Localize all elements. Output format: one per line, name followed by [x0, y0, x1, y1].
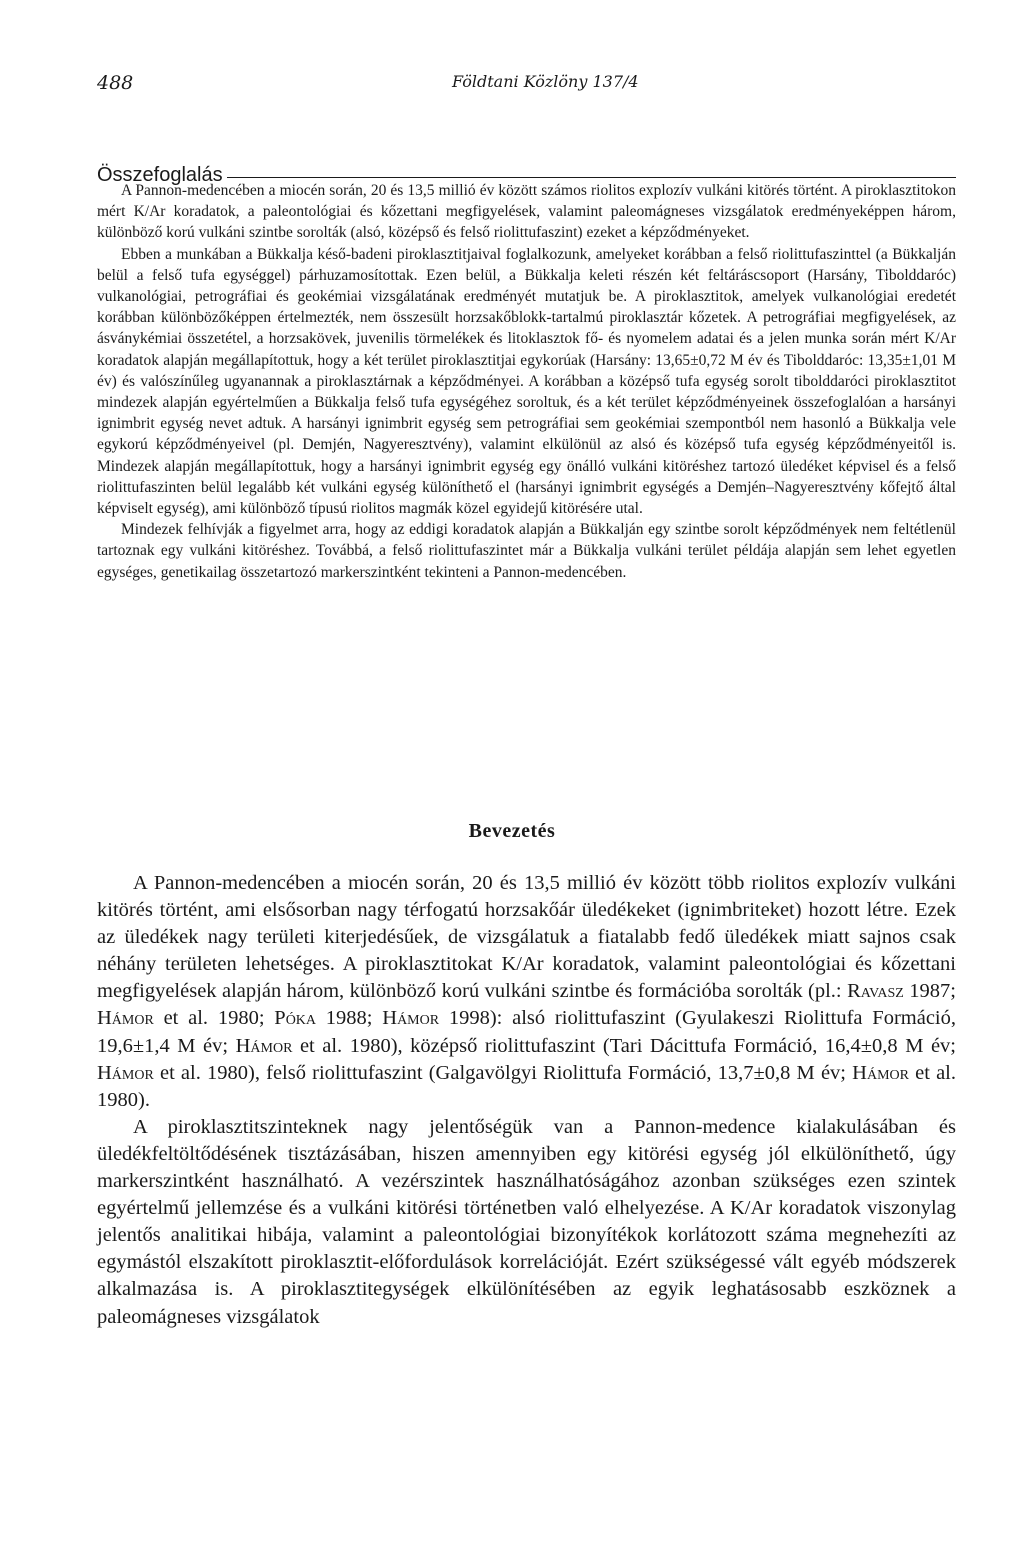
intro-paragraph: [97, 870, 956, 1114]
intro-text: A Pannon-medencében a miocén során, 20 és 13,5 millió év között több riolitos explozív vulkáni kitörés történt, ami elsősorban nagy térfogatú horzsakőár üledékeket (ignimbriteket) hozott létre. Ezek az üledékek nagy területi kiterjedésűek, de vizsgálatuk a fiatalabb fedő üledékek miatt sajnos csak néhány területen lehetséges. A piroklasztitokat K/Ar koradatok, valamint paleontológiai és kőzettani megfigyelések alapján három, különböző korú vulkáni szintbe és formációba sorolták (pl.:: [97, 872, 956, 1003]
citation-author: Ravasz: [847, 980, 904, 1003]
intro-text: et al. 1980), középső riolittufaszint (Tari Dácittufa Formáció, 16,4±0,8 M év;: [292, 1034, 956, 1057]
citation-author: Póka: [274, 1007, 317, 1030]
page-number: 488: [97, 72, 134, 94]
intro-text: 1998): alsó riolittufaszint (Gyulakeszi Riolittufa Formáció, 19,6±1,4 M év;: [97, 1007, 956, 1057]
intro-text: et al. 1980).: [97, 1061, 957, 1111]
intro-paragraph: A piroklasztitszinteknek nagy jelentőségük van a Pannon-medence kialakulásában és üledékfeltöltődésének tisztázásában, hiszen amennyiben egy kitörési egység jól elkülöníthető, úgy markerszintként használható. A vezérszintek használhatóságához azonban szükséges ezen szintek egyértelmű jellemzése és a vulkáni kitörési történetben való elhelyezése. A K/Ar koradatok viszonylag jelentős analitikai hibája, valamint a paleontológiai bizonyítékok korlátozott száma megnehezíti az egymástól elszakított piroklasztit-előfordulások korrelációját. Ezért szükségessé vált egyéb módszerek alkalmazása is. A piroklasztitegységek elkülönítésében az egyik leghatásosabb eszköznek a paleomágneses vizsgálatok: [97, 1115, 956, 1328]
citation-author: Hámor: [382, 1007, 440, 1030]
heading-rule: [227, 177, 956, 178]
citation-author: Hámor: [97, 1061, 154, 1084]
citation-author: Hámor: [97, 1007, 154, 1030]
intro-text: 1988;: [316, 1007, 383, 1030]
intro-text: 1987;: [903, 980, 957, 1003]
journal-title: Földtani Közlöny 137/4: [452, 72, 639, 91]
abstract-heading: Összefoglalás: [97, 163, 223, 186]
running-head: [97, 72, 956, 96]
intro-text: et al. 1980;: [153, 1007, 275, 1030]
abstract-paragraph: Mindezek felhívják a figyelmet arra, hogy az eddigi koradatok alapján a Bükkalján egy szintbe sorolt képződmények nem feltétlenül tartoznak egy vulkáni kitöréshez. Továbbá, a felső riolittufaszintet már a Bükkalja vulkáni terület példája alapján sem lehet egyetlen egységes, genetikailag összetartozó markerszintként tekinteni a Pannon-medencében.: [97, 521, 956, 581]
intro-text: et al. 1980), felső riolittufaszint (Galgavölgyi Riolittufa Formáció, 13,7±0,8 M év;: [153, 1061, 853, 1084]
abstract-paragraph: A Pannon-medencében a miocén során, 20 és 13,5 millió év között számos riolitos explozív vulkáni kitörés történt. A piroklasztitokon mért K/Ar koradatok, a paleontológiai és kőzettani megfigyelések, valamint paleomágneses vizsgálatok eredményeképpen három, különböző korú vulkáni szintbe sorolták (alsó, középső és felső riolittufaszint) ezeket a képződményeket.: [97, 182, 956, 242]
abstract-body: [97, 180, 956, 583]
citation-author: Hámor: [235, 1034, 293, 1057]
abstract-paragraph: Ebben a munkában a Bükkalja késő-badeni piroklasztitjaival foglalkozunk, amelyeket korábban a felső riolittufaszinttel (a Bükkalján belül a felső tufa egységgel) párhuzamosítottak. Ezen belül, a Bükkalja keleti részén két feltáráscsoport (Harsány, Tibolddaróc) vulkanológiai, petrográfiai és geokémiai vizsgálatának eredményét mutatjuk be. A piroklasztitok, amelyek vulkanológiai eredetét korábban különbözőképpen értelmezték, nem összesült horzsakőblokk-tartalmú piroklasztár kőzetek. A petrográfiai megfigyelések, az ásványkémiai összetétel, a horzsakövek, juvenilis törmelékek és litoklasztok fő- és nyomelem adatai és a jelen munka során mért K/Ar koradatok alapján megállapítottuk, hogy a két terület piroklasztitjai egykorúak (Harsány: 13,65±0,72 M év és Tibolddaróc: 13,35±1,01 M év) és valószínűleg ugyanannak a piroklasztárnak a képződményei. A korábban a középső tufa egység sorolt tibolddaróci piroklasztitot mindezek alapján egyértelműen a Bükkalja felső tufa egységéhez soroltuk, és a két terület képződményeinek összefoglalóan a harsányi ignimbrit egység nevet adtuk. A harsányi ignimbrit egység sem petrográfiai sem geokémiai szempontból nem hasonló a Bükkalja vele egykorú képződményeivel (pl. Demjén, Nagyeresztvény), valamint elkülönül az alsó és középső tufa egység képződményeitől is. Mindezek alapján megállapítottuk, hogy a harsányi ignimbrit egység egy önálló vulkáni kitöréshez tartozó üledéket képvisel és a felső riolittufaszinten belül legalább két vulkáni egység különíthető el (harsányi ignimbrit egységés a Demjén–Nagyeresztvény kőfejtő által képviselt egység), ami különböző típusú riolitos magmák közel egyidejű kitörésére utal.: [97, 245, 956, 518]
citation-author: Hámor: [852, 1061, 909, 1084]
introduction-body: [97, 870, 956, 1331]
section-title: Bevezetés: [468, 820, 556, 842]
